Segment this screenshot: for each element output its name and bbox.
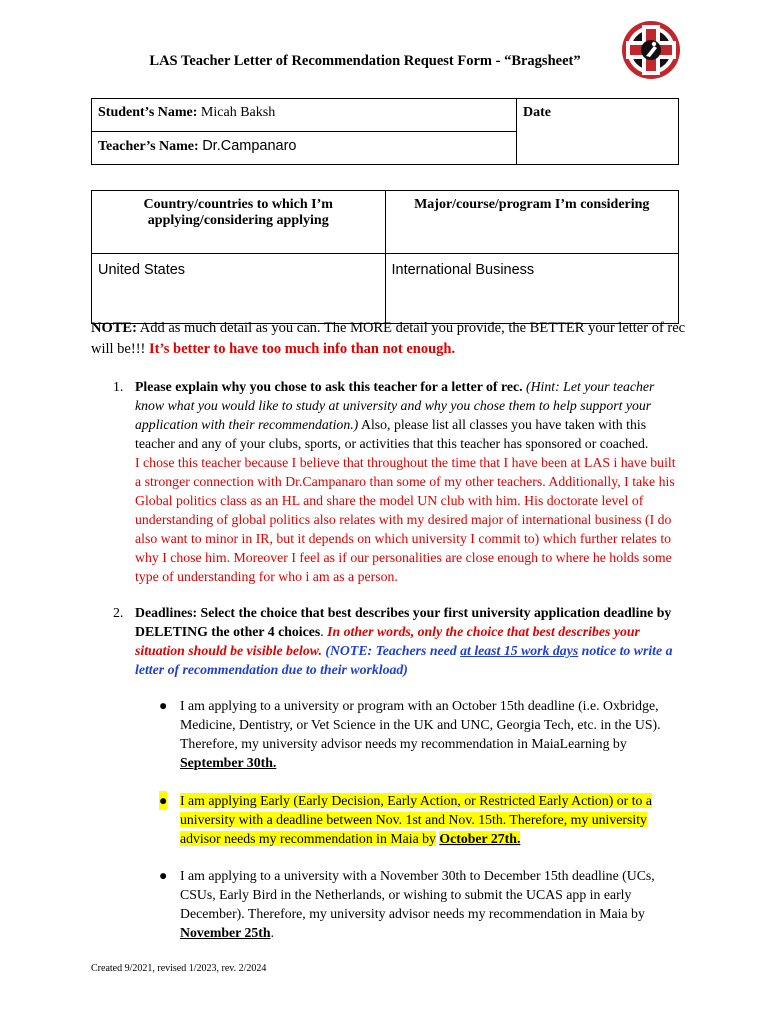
student-info-table — [91, 98, 679, 165]
bullet-icon: ● — [159, 793, 168, 808]
teacher-name-value: Dr.Campanaro — [202, 138, 297, 154]
bullet-icon: ● — [159, 868, 168, 883]
note-paragraph — [91, 318, 691, 360]
question-1-answer[interactable]: I chose this teacher because I believe that throughout the time that I have been at LAS i have built a stronger connection with Dr.Campanaro than some of my other teachers. Additionally, I take his Global politics class as an HL and share the model UN club with him. His doctorate level of understanding of global politics also relates with my desired major of international business (I do also want to minor in IR, but it depends on which university I commit to) which further relates to why I chose him. Moreover I feel as if our personalities are close enough to where he holds some type of understanding for who i am as a person. — [135, 455, 676, 584]
application-choice-table — [91, 190, 679, 324]
deadline-date: October 27th. — [439, 831, 521, 846]
major-header: Major/course/program I’m considering — [385, 191, 679, 254]
question-2-period: . — [320, 624, 324, 639]
question-2-red-note: In other words, only the choice that best describes your situation should be visible below. — [135, 624, 640, 658]
note-emphasis: It’s better to have too much info than not enough. — [148, 341, 456, 357]
teacher-name-label: Teacher’s Name: — [98, 139, 199, 154]
deadline-option-text: I am applying to a university or program with an October 15th deadline (i.e. Oxbridge, Medicine, Dentistry, or Vet Science in the UK and UNC, Georgia Tech, etc. in the US). Therefore, my university advisor needs my recommendation in MaiaLearning by — [180, 698, 661, 751]
date-label: Date — [523, 105, 551, 120]
question-2 — [113, 603, 683, 679]
question-2-work-days-link[interactable]: at least 15 work days — [460, 643, 579, 658]
question-1-hint: (Hint: Let your teacher know what you would like to study at university and why you chose them to help support your application with their recommendation.) — [135, 379, 655, 432]
question-2-prompt: Deadlines: Select the choice that best describes your first university application deadline by DELETING the other 4 choices — [135, 605, 672, 639]
country-header: Country/countries to which I’m applying/considering applying — [92, 191, 386, 254]
student-name-cell[interactable] — [92, 99, 517, 132]
note-label: NOTE: — [91, 320, 137, 336]
question-1-prompt: Please explain why you chose to ask this teacher for a letter of rec. — [135, 379, 523, 394]
deadline-option-october-15[interactable] — [159, 696, 679, 772]
revision-footer: Created 9/2021, revised 1/2023, rev. 2/2024 — [91, 963, 267, 974]
teacher-name-cell[interactable] — [92, 132, 517, 165]
deadline-date: September 30th. — [180, 755, 277, 770]
question-1 — [113, 377, 683, 586]
question-2-blue-note-pre: (NOTE: Teachers need — [325, 643, 457, 658]
deadline-option-text: I am applying Early (Early Decision, Early Action, or Restricted Early Action) or to a university with a deadline between Nov. 1st and Nov. 15th. Therefore, my university advisor needs my recommendation in Maia by — [180, 793, 653, 846]
student-name-label: Student’s Name: — [98, 105, 198, 120]
major-value[interactable]: International Business — [385, 254, 679, 324]
bullet-icon: ● — [159, 698, 168, 713]
student-name-value: Micah Baksh — [200, 105, 276, 120]
deadline-trailing-period: . — [270, 925, 275, 940]
question-1-number: 1. — [113, 379, 124, 394]
country-value[interactable]: United States — [92, 254, 386, 324]
form-title: LAS Teacher Letter of Recommendation Request Form - “Bragsheet” — [149, 53, 581, 69]
deadline-option-november-30[interactable] — [159, 866, 679, 942]
date-cell[interactable] — [517, 99, 679, 165]
question-2-blue-note-post: notice to write a letter of recommendation due to their workload) — [135, 643, 673, 677]
question-1-instruction: Also, please list all classes you have taken with this teacher and any of your clubs, sports, or activities that this teacher has sponsored or coached. — [135, 417, 649, 451]
school-logo — [621, 20, 681, 80]
note-text: Add as much detail as you can. The MORE detail you provide, the BETTER your letter of rec will be!!! — [91, 320, 686, 357]
deadline-option-early[interactable] — [159, 791, 679, 848]
deadline-date: November 25th — [180, 925, 271, 940]
question-2-number: 2. — [113, 605, 124, 620]
deadline-option-text: I am applying to a university with a November 30th to December 15th deadline (UCs, CSUs, Early Bird in the Netherlands, or wishing to submit the UCAS app in early December). Therefore, my university advisor needs my recommendation in Maia by — [180, 868, 655, 921]
